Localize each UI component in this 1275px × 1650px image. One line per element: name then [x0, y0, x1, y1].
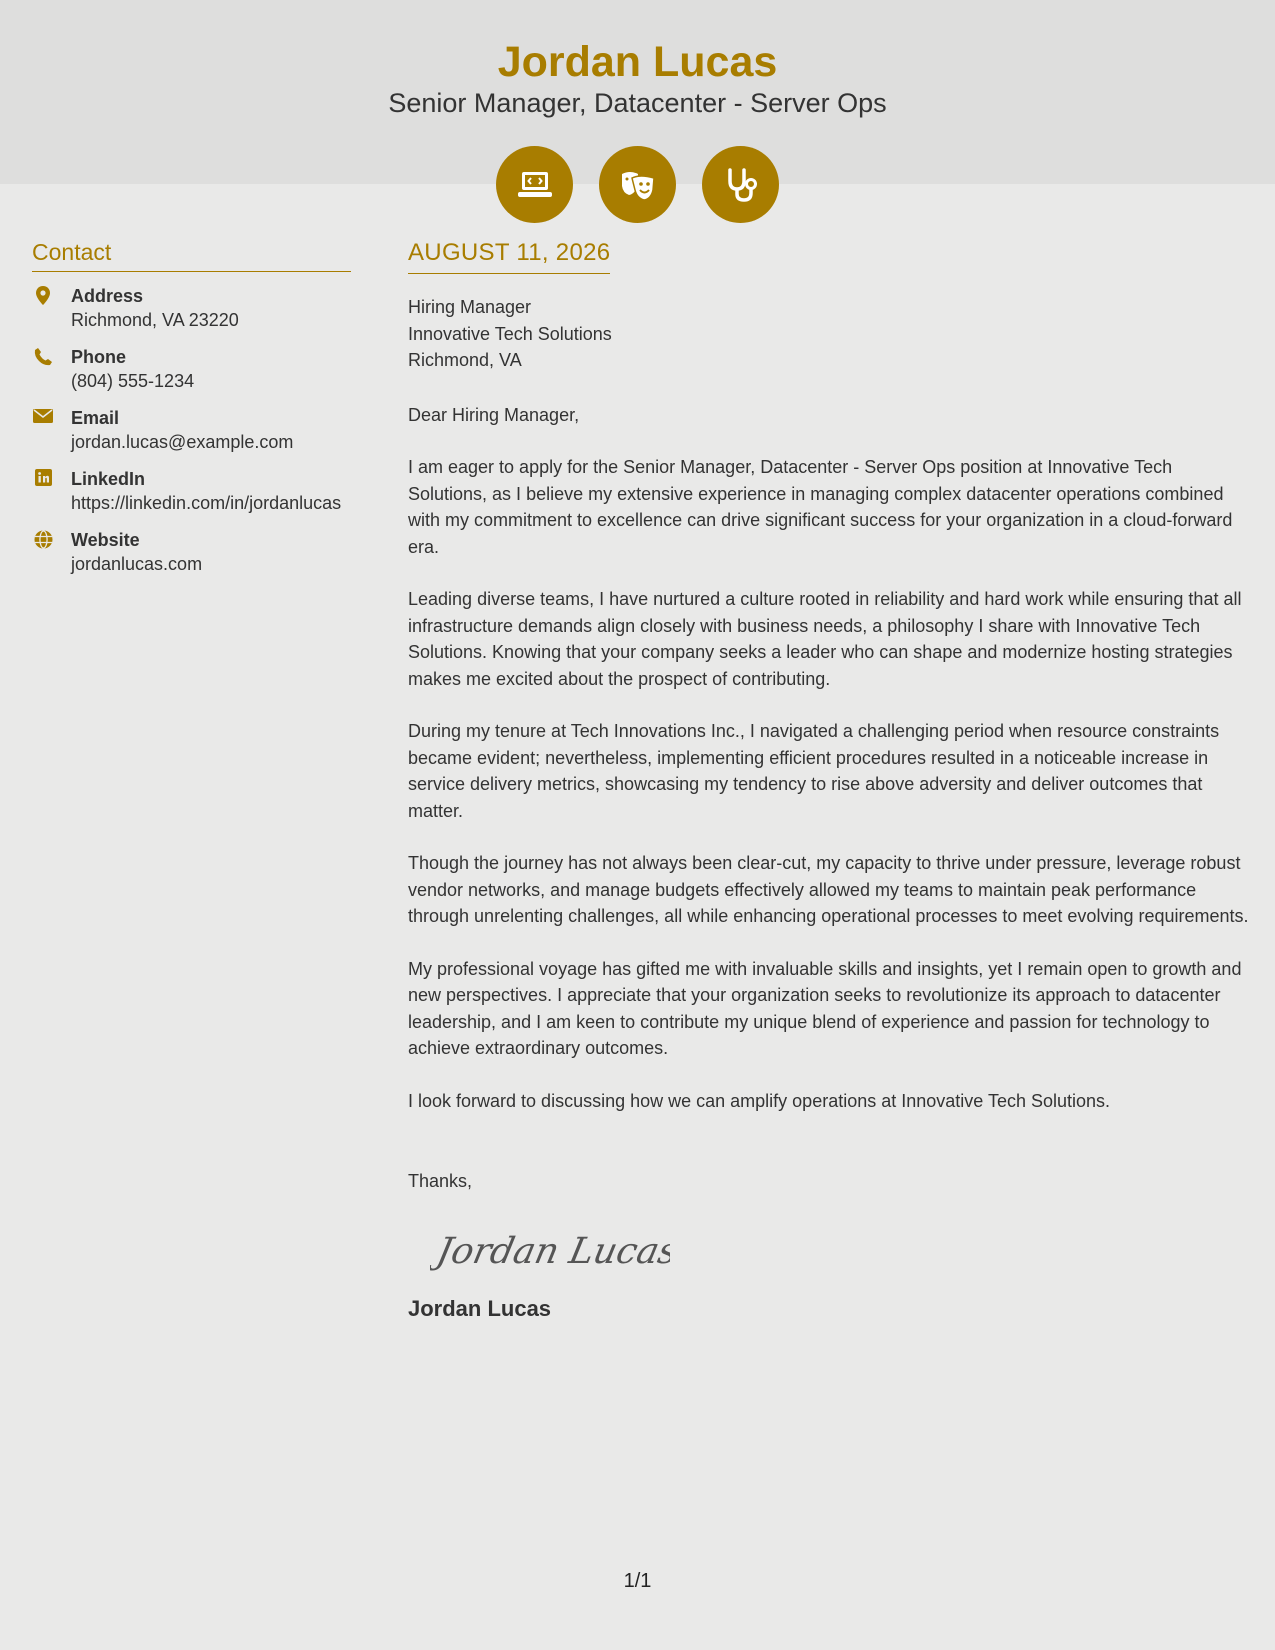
theater-masks-icon	[599, 146, 676, 223]
envelope-icon	[32, 408, 54, 428]
phone-value: (804) 555-1234	[71, 371, 195, 391]
contact-email	[32, 406, 351, 455]
globe-icon	[32, 530, 54, 550]
address-label: Address	[71, 286, 144, 306]
signature-glyphs: Jordan Lucas	[433, 1228, 670, 1272]
contact-address	[32, 284, 351, 333]
email-label: Email	[71, 408, 120, 428]
contact-phone	[32, 345, 351, 394]
map-pin-icon	[32, 286, 54, 306]
website-label: Website	[71, 530, 140, 550]
body-paragraph: My professional voyage has gifted me with invaluable skills and insights, yet I remain open to growth and new perspectives. I appreciate that your organization seeks to revolutionize its approach to datacenter leadership, and I am keen to contribute my unique blend of experience and passion for technology to achieve extraordinary outcomes.	[408, 958, 1242, 1058]
recipient-line: Innovative Tech Solutions	[408, 323, 612, 344]
candidate-name: Jordan Lucas	[497, 38, 778, 86]
body-paragraph: Though the journey has not always been clear-cut, my capacity to thrive under pressure, leverage robust vendor networks, and manage budgets effectively allowed my teams to maintain peak performance through unrelenting challenges, all while enhancing operational processes to meet evolving requirements.	[408, 853, 1249, 926]
signed-name: Jordan Lucas	[408, 1295, 552, 1321]
contact-website	[32, 528, 351, 577]
email-value: jordan.lucas@example.com	[71, 432, 294, 452]
linkedin-label: LinkedIn	[71, 469, 146, 489]
contact-sidebar	[32, 238, 351, 577]
closing: Thanks,	[408, 1171, 473, 1191]
contact-linkedin	[32, 467, 351, 516]
linkedin-icon	[32, 469, 54, 489]
recipient-line: Hiring Manager	[408, 297, 532, 317]
handwritten-signature	[430, 1221, 1253, 1279]
job-title: Senior Manager, Datacenter - Server Ops	[388, 88, 887, 118]
linkedin-value[interactable]: https://linkedin.com/in/jordanlucas	[71, 493, 342, 513]
body-paragraph: I am eager to apply for the Senior Manager, Datacenter - Server Ops position at Innovative Tech Solutions, as I believe my extensive experience in managing complex datacenter operations combined with my commitment to excellence can drive significant success for your organization in a cloud-forward era.	[408, 457, 1233, 557]
salutation: Dear Hiring Manager,	[408, 404, 580, 425]
stethoscope-icon	[702, 146, 779, 223]
letter-body	[408, 238, 1253, 1323]
website-value[interactable]: jordanlucas.com	[71, 554, 203, 574]
recipient-line: Richmond, VA	[408, 350, 522, 370]
letter-date: AUGUST 11, 2026	[408, 238, 610, 274]
address-value: Richmond, VA 23220	[71, 310, 239, 330]
body-paragraph: I look forward to discussing how we can amplify operations at Innovative Tech Solutions.	[408, 1090, 1111, 1111]
contact-heading: Contact	[32, 238, 351, 272]
hobby-icons	[496, 146, 779, 223]
page-number: 1/1	[623, 1570, 652, 1592]
phone-icon	[32, 347, 54, 367]
recipient-block	[408, 294, 1253, 374]
laptop-code-icon	[496, 146, 573, 223]
body-paragraph: During my tenure at Tech Innovations Inc., I navigated a challenging period when resource constraints became evident; nevertheless, implementing efficient procedures resulted in a noticeable increase in service delivery metrics, showcasing my tendency to rise above adversity and deliver outcomes that matter.	[408, 721, 1220, 821]
phone-label: Phone	[71, 347, 127, 367]
body-paragraph: Leading diverse teams, I have nurtured a culture rooted in reliability and hard work while ensuring that all infrastructure demands align closely with business needs, a philosophy I share with Innovative Tech Solutions. Knowing that your company seeks a leader who can shape and modernize hosting strategies makes me excited about the prospect of contributing.	[408, 589, 1242, 689]
